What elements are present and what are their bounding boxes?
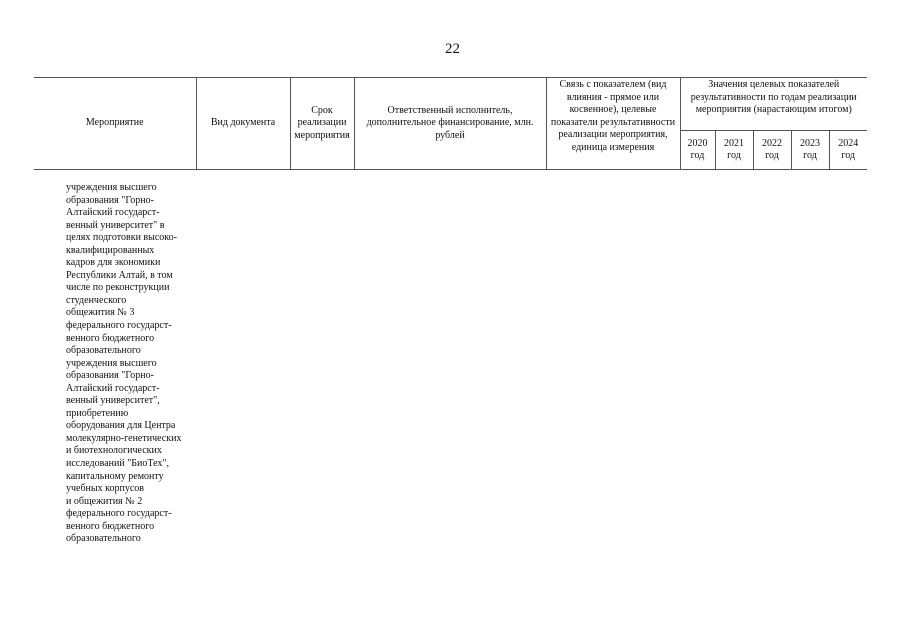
page-number: 22 <box>445 41 460 57</box>
column-header-event: Мероприятие <box>34 78 196 170</box>
column-header-executor: Ответственный исполнитель, дополнительное финансирование, млн. рублей <box>354 78 546 170</box>
year-header-2022: 2022 год <box>753 131 791 170</box>
year-header-2021: 2021 год <box>715 131 753 170</box>
table-header <box>34 77 867 170</box>
year-header-2020: 2020 год <box>680 131 715 170</box>
column-header-term: Срок реализации мероприятия <box>290 78 354 170</box>
column-header-indicator-link: Связь с показателем (вид влияния - прямое или косвенное), целевые показатели результативности реализации мероприятия, единица измерения <box>546 78 680 170</box>
year-header-2023: 2023 год <box>791 131 829 170</box>
column-header-doc-type: Вид документа <box>196 78 290 170</box>
event-description-text: учреждения высшего образования "Горно- Алтайский государст- венный университет" в целях подготовки высоко- квалифицированных кадров для экономики Республики Алтай, в том числе по реконструкции студенческого общежития № 3 федерального государст- венного бюджетного образовательного учреждения высшего образования "Горно- Алтайский государст- венный университет", приобретению оборудования для Центра молекулярно-генетических и биотехнологических исследований "БиоТех", капитальному ремонту учебных корпусов и общежития № 2 федерального государст- венного бюджетного образовательного <box>66 182 182 545</box>
column-header-values-group: Значения целевых показателей результативности по годам реализации мероприятия (нарастающим итогом) <box>680 78 867 131</box>
year-header-2024: 2024 год <box>829 131 867 170</box>
